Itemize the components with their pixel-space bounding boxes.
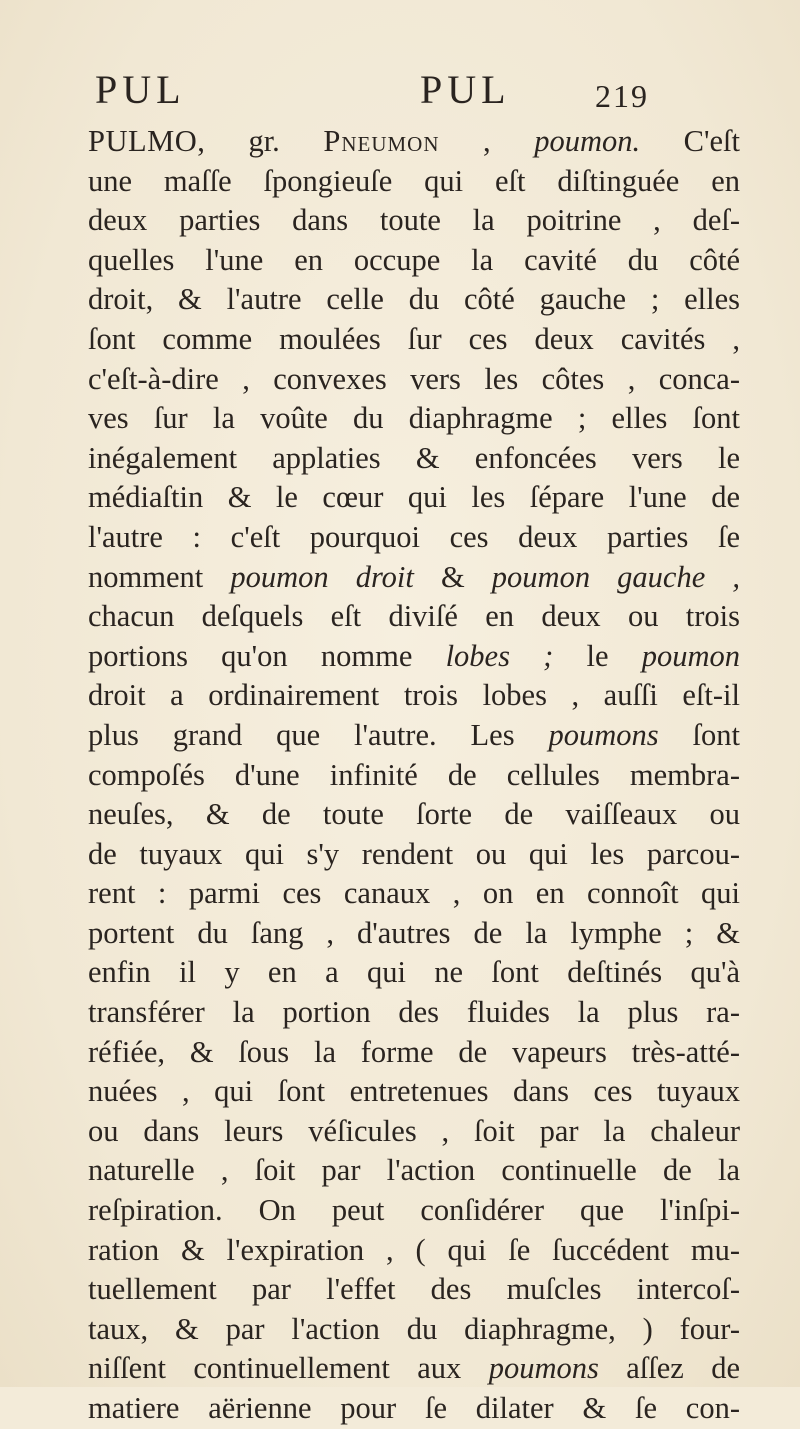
entry-line — [88, 558, 740, 598]
entry-line — [88, 637, 740, 677]
entry-line: nuées , qui ſont entretenues dans ces tuyaux — [88, 1074, 740, 1109]
entry-line: droit, & l'autre celle du côté gauche ; elles — [88, 282, 740, 317]
entry-line: taux, & par l'action du diaphragme, ) four- — [88, 1311, 740, 1346]
entry-line: compoſés d'une infinité de cellules membra- — [88, 757, 740, 792]
entry-line: transférer la portion des fluides la plus ra- — [88, 995, 740, 1030]
entry-line-text: C'eſt — [640, 124, 741, 158]
entry-line: chacun deſquels eſt diviſé en deux ou trois — [88, 599, 740, 634]
entry-line: ves ſur la voûte du diaphragme ; elles ſont — [88, 401, 740, 436]
entry-line — [88, 1349, 740, 1389]
line-text: niſſent continuellement aux — [88, 1351, 489, 1386]
entry-line — [88, 122, 740, 162]
line-text: nomment — [88, 559, 231, 594]
entry-line: ration & l'expiration , ( qui ſe ſuccédent mu- — [88, 1232, 740, 1267]
italic-term: poumon — [641, 638, 741, 673]
entry-line: c'eſt-à-dire , convexes vers les côtes , conca- — [88, 361, 740, 396]
entry-line: l'autre : c'eſt pourquoi ces deux parties ſe — [88, 519, 740, 554]
etymology-prefix: , gr. — [197, 124, 324, 158]
entry-line: de tuyaux qui s'y rendent ou qui les parcou- — [88, 836, 740, 871]
entry-line: médiaſtin & le cœur qui les ſépare l'une de — [88, 480, 740, 515]
entry-line: inégalement applaties & enfoncées vers le — [88, 440, 740, 475]
entry-line: tuellement par l'effet des muſcles intercoſ- — [88, 1272, 740, 1307]
italic-term: lobes ; — [445, 638, 554, 673]
running-head-left: PUL — [95, 67, 186, 112]
entry-line: portent du ſang , d'autres de la lymphe ; & — [88, 915, 740, 950]
italic-term: poumon droit — [230, 559, 414, 594]
italic-term: poumon gauche , — [491, 559, 740, 594]
line-text: aſſez de — [598, 1351, 740, 1386]
entry-line: matiere aërienne pour ſe dilater & ſe con- — [88, 1391, 740, 1425]
entry-line: quelles l'une en occupe la cavité du côté — [88, 242, 740, 277]
line-text: ſont — [658, 717, 740, 752]
entry-line: neuſes, & de toute ſorte de vaiſſeaux ou — [88, 797, 740, 832]
italic-term: poumons — [488, 1351, 599, 1386]
entry-line: enfin il y en a qui ne ſont deſtinés qu'à — [88, 955, 740, 990]
entry-line: rent : parmi ces canaux , on en connoît qui — [88, 876, 740, 911]
entry-line: réfiée, & ſous la forme de vapeurs très-atté- — [88, 1034, 740, 1069]
entry-line: reſpiration. On peut conſidérer que l'inſpi- — [88, 1193, 740, 1228]
italic-term: poumons — [548, 717, 659, 752]
entry-line — [88, 716, 740, 756]
entry-line: droit a ordinairement trois lobes , auſſi eſt-il — [88, 678, 740, 713]
french-term: poumon. — [534, 124, 641, 158]
page-number: 219 — [595, 78, 649, 114]
entry-line: deux parties dans toute la poitrine , deſ- — [88, 203, 740, 238]
dictionary-entry — [88, 122, 740, 1429]
entry-line: naturelle , ſoit par l'action continuelle de la — [88, 1153, 740, 1188]
entry-line: une maſſe ſpongieuſe qui eſt diſtinguée en — [88, 163, 740, 198]
line-text: & — [413, 559, 492, 594]
running-header — [95, 67, 735, 120]
line-text: portions qu'on nomme — [88, 638, 446, 673]
running-head-right: PUL — [420, 67, 511, 112]
headword: PULMO — [88, 124, 198, 158]
separator: , — [439, 124, 535, 158]
line-text: plus grand que l'autre. Les — [88, 717, 549, 752]
line-text: le — [553, 638, 642, 673]
greek-term: Pneumon — [323, 124, 440, 158]
entry-line: ou dans leurs véſicules , ſoit par la chaleur — [88, 1113, 740, 1148]
entry-line: ſont comme moulées ſur ces deux cavités , — [88, 321, 740, 356]
